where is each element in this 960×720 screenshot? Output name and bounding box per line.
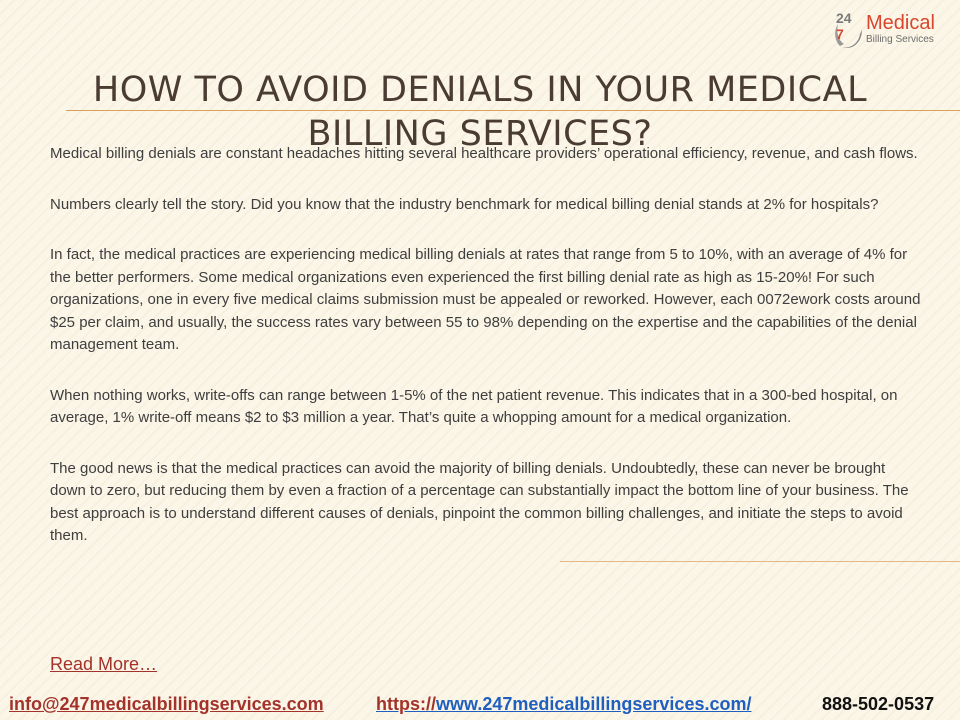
article-body (50, 143, 925, 576)
page-title: HOW TO AVOID DENIALS IN YOUR MEDICAL BILLING SERVICES? (92, 70, 868, 154)
company-logo[interactable] (832, 8, 950, 56)
footer-phone: 888-502-0537 (822, 694, 935, 714)
paragraph-good-news: The good news is that the medical practices can avoid the majority of billing denials. Undoubtedly, these can never be brought down to zero, but reducing them by even a fraction of a percentage can substantially impact the bottom line of your business. The best approach is to understand different causes of denials, pinpoint the common billing challenges, and initiate the steps to avoid them. (50, 459, 909, 544)
logo-word: Medical (866, 12, 935, 34)
footer (0, 690, 960, 718)
paragraph-write-offs: When nothing works, write-offs can range between 1-5% of the net patient revenue. This indicates that in a 300-bed hospital, on average, 1% write-off means $2 to $3 million a year. That’s quite a whopping amount for a medical organization. (50, 386, 898, 426)
logo-digit-7: 7 (836, 26, 844, 42)
logo-digit-4: 4 (843, 10, 852, 26)
logo-subtitle: Billing Services (866, 34, 934, 45)
paragraph-denial-rates: In fact, the medical practices are experiencing medical billing denials at rates that range from 5 to 10%, with an average of 4% for the better performers. Some medical organizations even experienced the first billing denial rate as high as 15-20%! For such organizations, one in every five medical claims submission must be appealed or reworked. However, each 0072ework costs around $25 per claim, and usually, the success rates vary between 55 to 98% depending on the expertise and the capabilities of the denial management team. (50, 246, 921, 353)
url-host: www.247medicalbillingservices.com/ (436, 694, 752, 714)
url-scheme: https:// (376, 694, 436, 714)
paragraph-benchmark: Numbers clearly tell the story. Did you know that the industry benchmark for medical billing denial stands at 2% for hospitals? (50, 195, 879, 213)
logo-number (836, 10, 852, 42)
paragraph-intro: Medical billing denials are constant headaches hitting several healthcare providers’ operational efficiency, revenue, and cash flows. (50, 145, 918, 162)
footer-website-link[interactable] (376, 692, 751, 716)
read-more-link[interactable]: Read More… (50, 654, 158, 674)
footer-email-link[interactable]: info@247medicalbillingservices.com (9, 694, 324, 714)
logo-digit-2: 2 (836, 10, 844, 26)
